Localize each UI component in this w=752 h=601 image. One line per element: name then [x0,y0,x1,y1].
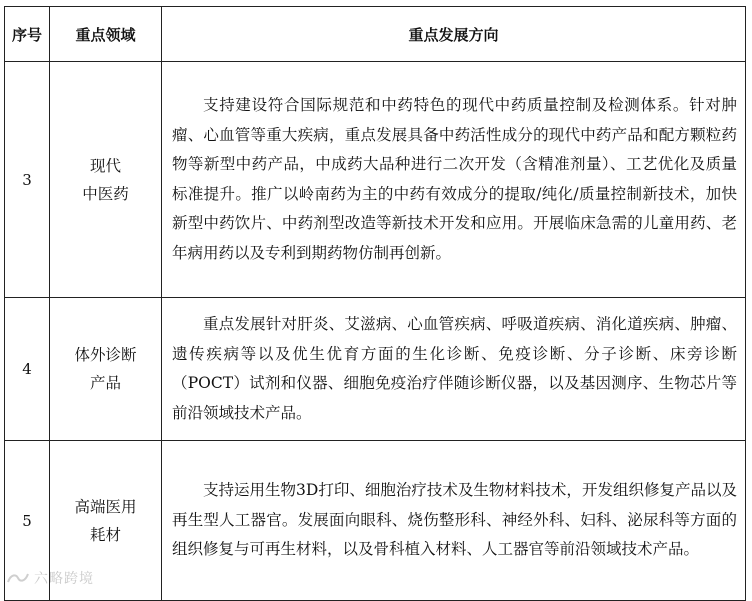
watermark-text: 六略跨境 [34,571,94,587]
row-number: 4 [5,298,50,441]
table-row [5,441,746,601]
header-no: 序号 [5,7,50,62]
table-row [5,298,746,441]
table-header-row [5,7,746,62]
header-area: 重点领域 [50,7,162,62]
row-area-line: 中医药 [82,184,129,203]
watermark-logo-icon [6,571,30,585]
row-area-line: 高端医用 [74,497,137,516]
table-row [5,62,746,298]
row-area-line: 现代 [89,156,121,175]
row-area-line: 体外诊断 [74,346,137,364]
row-direction: 支持建设符合国际规范和中药特色的现代中药质量控制及检测体系。针对肿瘤、心血管等重大疾病，重点发展具备中药活性成分的现代中药产品和配方颗粒药物等新型中药产品，中成药大品种进行二次开发（含精准剂量）、工艺优化及质量标准提升。推广以岭南药为主的中药有效成分的提取/纯化/质量控制新技术，加快新型中药饮片、中药剂型改造等新技术开发和应用。开展临床急需的儿童用药、老年病用药以及专利到期药物仿制再创新。 [162,62,746,298]
row-number: 5 [5,441,50,601]
row-direction: 重点发展针对肝炎、艾滋病、心血管疾病、呼吸道疾病、消化道疾病、肿瘤、遗传疾病等以及优生优育方面的生化诊断、免疫诊断、分子诊断、床旁诊断（POCT）试剂和仪器、细胞免疫治疗伴随诊断仪器，以及基因测序、生物芯片等前沿领域技术产品。 [162,298,746,441]
row-area [50,298,162,441]
row-area-line: 产品 [89,374,121,392]
row-number: 3 [5,62,50,298]
development-table [4,6,746,601]
header-direction: 重点发展方向 [162,7,746,62]
row-direction: 支持运用生物3D打印、细胞治疗技术及生物材料技术，开发组织修复产品以及再生型人工器官。发展面向眼科、烧伤整形科、神经外科、妇科、泌尿科等方面的组织修复与可再生材料，以及骨科植入材料、人工器官等前沿领域技术产品。 [162,441,746,601]
row-area [50,62,162,298]
row-area-line: 耗材 [89,525,121,544]
watermark [6,568,94,588]
